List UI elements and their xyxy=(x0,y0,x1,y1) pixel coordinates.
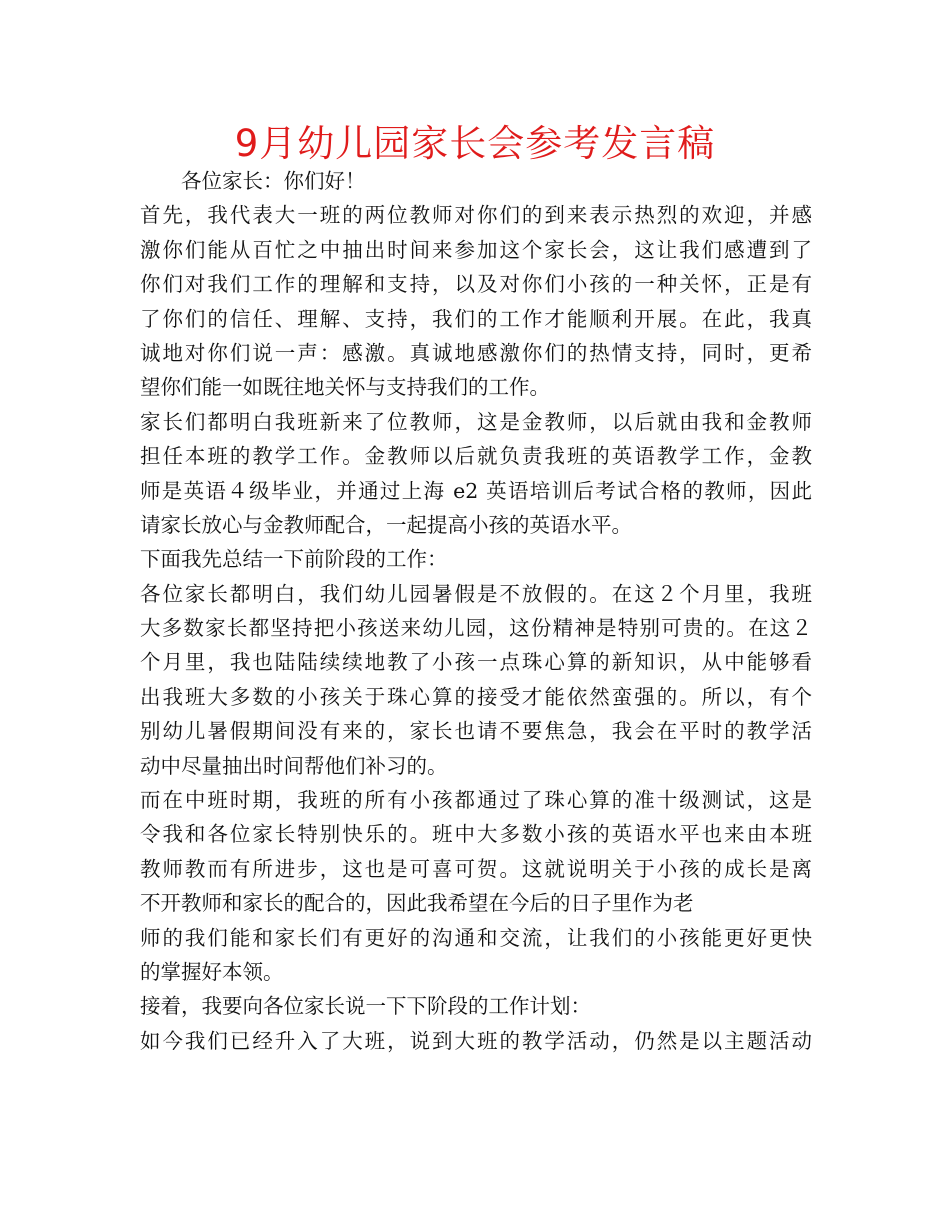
body-line: 请家长放心与金教师配合，一起提高小孩的英语水平。 xyxy=(140,512,632,537)
body-line: 教师教而有所进步，这也是可喜可贺。这就说明关于小孩的成长是离 xyxy=(140,856,812,881)
body-line: 而在中班时期，我班的所有小孩都通过了珠心算的准十级测试，这是 xyxy=(140,788,812,813)
body-line: 出我班大多数的小孩关于珠心算的接受才能依然蛮强的。所以，有个 xyxy=(140,684,812,709)
body-line: 各位家长都明白，我们幼儿园暑假是不放假的。在这２个月里，我班 xyxy=(140,581,812,606)
body-line: 大多数家长都坚持把小孩送来幼儿园，这份精神是特别可贵的。在这２ xyxy=(140,616,812,641)
body-line: 的掌握好本领。 xyxy=(140,959,284,984)
document-title: 9月幼儿园家长会参考发言稿 xyxy=(234,122,716,165)
body-line: 了你们的信任、理解、支持，我们的工作才能顺利开展。在此，我真 xyxy=(140,306,812,331)
body-line: 你们对我们工作的理解和支持，以及对你们小孩的一种关怀，正是有 xyxy=(140,272,812,297)
body-line: 别幼儿暑假期间没有来的，家长也请不要焦急，我会在平时的教学活 xyxy=(140,719,812,744)
body-line: 下面我先总结一下前阶段的工作： xyxy=(140,547,448,572)
body-line: 家长们都明白我班新来了位教师，这是金教师，以后就由我和金教师 xyxy=(140,409,812,434)
greeting-line: 各位家长：你们好！ xyxy=(181,169,366,193)
body-line: 动中尽量抽出时间帮他们补习的。 xyxy=(140,753,448,778)
body-line: 激你们能从百忙之中抽出时间来参加这个家长会，这让我们感遭到了 xyxy=(140,237,812,262)
body-line: 首先，我代表大一班的两位教师对你们的到来表示热烈的欢迎，并感 xyxy=(140,203,812,228)
body-line: 不开教师和家长的配合的，因此我希望在今后的日子里作为老 xyxy=(140,891,694,916)
body-line: 令我和各位家长特别快乐的。班中大多数小孩的英语水平也来由本班 xyxy=(140,822,812,847)
body-line: 诚地对你们说一声：感激。真诚地感激你们的热情支持，同时，更希 xyxy=(140,340,812,365)
body-line: 师的我们能和家长们有更好的沟通和交流，让我们的小孩能更好更快 xyxy=(140,925,812,950)
body-line: 接着，我要向各位家长说一下下阶段的工作计划： xyxy=(140,994,591,1019)
body-line: 担任本班的教学工作。金教师以后就负责我班的英语教学工作，金教 xyxy=(140,444,812,469)
document-body xyxy=(140,164,812,1058)
body-line: 个月里，我也陆陆续续地教了小孩一点珠心算的新知识，从中能够看 xyxy=(140,650,812,675)
body-line: 师是英语４级毕业，并通过上海 e2 英语培训后考试合格的教师，因此 xyxy=(140,478,812,503)
body-line: 望你们能一如既往地关怀与支持我们的工作。 xyxy=(140,375,550,400)
body-line: 如今我们已经升入了大班，说到大班的教学活动，仍然是以主题活动 xyxy=(140,1028,812,1053)
